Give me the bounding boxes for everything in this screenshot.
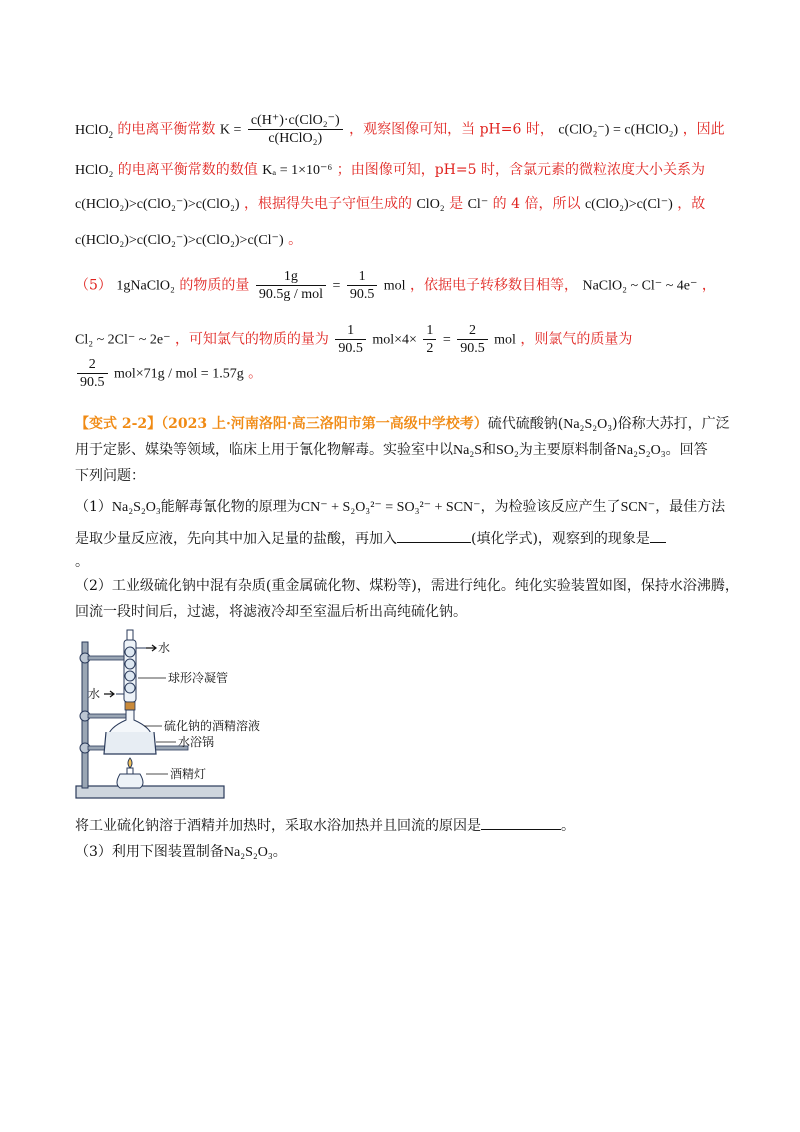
subq2-line-3 [75,815,575,836]
question-source: （2023 上·河南洛阳·高三洛阳市第一高级中学校考） [161,416,488,432]
question-line-3: 下列问题： [75,468,145,484]
stand-base [76,786,224,798]
text: ，最佳方法 [655,499,726,515]
electron-relation: NaClO₂ ~ Cl⁻ ~ 4e⁻ [582,278,698,294]
text: 是取少量反应液，先向其中加入足量的盐酸，再加入 [75,531,397,547]
so2-formula: SO₂ [496,443,519,458]
na2s2o3-formula: Na₂S₂O₃ [223,845,273,860]
equals: = [442,332,451,348]
subq2-line-1: （2）工业级硫化钠中混有杂质(重金属硫化物、煤粉等)，需进行纯化。纯化实验装置如图，保持水浴沸腾， [75,578,739,594]
line-part5 [75,268,716,303]
electron-relation: Cl₂ ~ 2Cl⁻ ~ 2e⁻ [75,332,171,348]
text: 。回答 [665,442,708,458]
line-final-order [75,230,302,251]
line-ka-value [75,160,705,181]
subq2-line-2: 回流一段时间后，过滤，将滤液冷却至室温后析出高纯硫化钠。 [75,604,467,620]
fraction: $\frac{2}{90.5}$ [457,322,488,357]
equals: = [332,278,341,294]
text: 。 [248,365,263,382]
reaction-equation: CN⁻ + S₂O₃²⁻ = SO₃²⁻ + SCN⁻ [300,500,481,515]
text: ，根据得失电子守恒生成的 [244,196,413,212]
text: 。 [272,844,287,860]
na2s2o3-formula: Na₂S₂O₃ [616,443,666,458]
fraction: $\frac{1}{2}$ [423,322,436,357]
mass-result: mol×71g / mol = 1.57g [113,366,244,382]
answer-blank[interactable] [650,528,666,543]
text: 的电离平衡常数 [117,121,216,138]
fraction: $\frac{1g}{\text{90.5g / mol}}$ [256,268,326,303]
text: ，依据电子转移数目相等， [410,277,578,294]
text: （1） [75,499,112,515]
mass-expression: 1gNaClO₂ [116,278,175,294]
clamp-top [80,653,128,663]
text: ， [701,277,716,294]
cl-formula: Cl⁻ [467,197,489,212]
unit: mol [383,278,406,294]
text: ，则氯气的质量为 [520,331,633,348]
clo2-formula: ClO₂ [416,197,445,212]
answer-blank[interactable] [397,528,471,543]
water-out-arrow [146,645,156,651]
line-concentration-order [75,194,705,215]
ka-value: Kₐ = 1×10⁻⁶ [262,163,333,178]
label-water-in: 水 [88,687,101,701]
subq1-line-2 [75,528,666,549]
text: 是 [449,196,464,212]
stopper [125,702,135,710]
na2s2o3-formula: Na₂S₂O₃ [111,500,161,515]
text: 能解毒氰化物的原理为 [160,499,301,515]
ball-condenser [116,630,146,702]
k-fraction: $\frac{\text{c(H⁺)·c(ClO₂⁻)}}{\text{c(HClO₂)}}$ [248,112,343,147]
question-line-1 [75,414,730,435]
text: )俗称大苏打，广泛 [612,416,730,432]
text: ，观察图像可知，当 pH=6 时， [349,121,554,138]
question-tag: 【变式 2-2】 [75,416,162,432]
na2s2o3-formula: Na₂S₂O₃ [563,417,613,432]
subq1-line-3: 。 [75,554,89,570]
clamp-middle [80,711,128,721]
text: (填化学式)，观察到的现象是 [471,531,650,547]
fraction: $\frac{2}{90.5}$ [77,356,108,391]
label-solution: 硫化钠的酒精溶液 [164,719,261,733]
label-lamp: 酒精灯 [170,767,207,781]
water-bath [104,732,156,754]
order-expression: c(HClO₂)>c(ClO₂⁻)>c(ClO₂)>c(Cl⁻) [75,233,284,248]
line-ka-expression [75,112,725,147]
unit: mol [494,332,516,348]
text: ，为检验该反应产生了 [480,499,621,515]
subq1-line-1 [75,497,725,518]
label-condenser: 球形冷凝管 [168,671,229,685]
text: 用于定影、媒染等领域，临床上用于氰化物解毒。实验室中以 [75,442,453,458]
text: 的电离平衡常数的数值 [117,162,258,178]
text: 。 [288,232,303,248]
question-line-2 [75,440,708,461]
order-expression: c(ClO₂)>c(Cl⁻) [584,197,673,212]
line-chlorine [75,322,632,357]
line-mass-result [75,356,262,391]
text: 的 4 倍，所以 [492,196,581,212]
na2s-formula: Na₂S [453,443,482,458]
text: 。 [561,818,575,834]
fraction: $\frac{1}{90.5}$ [347,268,378,303]
subq3-line [75,842,287,863]
water-in-arrow [104,691,114,697]
reflux-apparatus-figure [74,628,304,803]
text: 的物质的量 [179,277,250,294]
text: ，因此 [682,121,725,138]
hclo2-formula: HClO$_2$ [75,122,113,140]
answer-blank[interactable] [481,815,561,830]
k-symbol: K = [219,122,242,138]
text: 和 [482,442,496,458]
text: ，故 [677,196,706,212]
order-expression: c(HClO₂)>c(ClO₂⁻)>c(ClO₂) [75,197,240,212]
fraction: $\frac{1}{90.5}$ [335,322,366,357]
text: ；由图像可知，pH=5 时，含氯元素的微粒浓度大小关系为 [336,162,705,178]
text: 为主要原料制备 [518,442,617,458]
expression: mol×4× [372,332,417,348]
alcohol-lamp [117,758,143,788]
label-water-bath: 水浴锅 [178,735,215,749]
hclo2-formula: HClO₂ [75,163,114,178]
scn-formula: SCN⁻ [620,500,656,515]
equal-concentration: c(ClO₂⁻) = c(HClO₂) [558,122,679,138]
text: 将工业硫化钠溶于酒精并加热时，采取水浴加热并且回流的原因是 [75,818,481,834]
text: 硫代硫酸钠( [487,416,564,432]
part-number: （5） [75,277,112,294]
text: （3）利用下图装置制备 [75,844,224,860]
text: ，可知氯气的物质的量为 [174,331,329,348]
label-water-out: 水 [158,641,171,655]
